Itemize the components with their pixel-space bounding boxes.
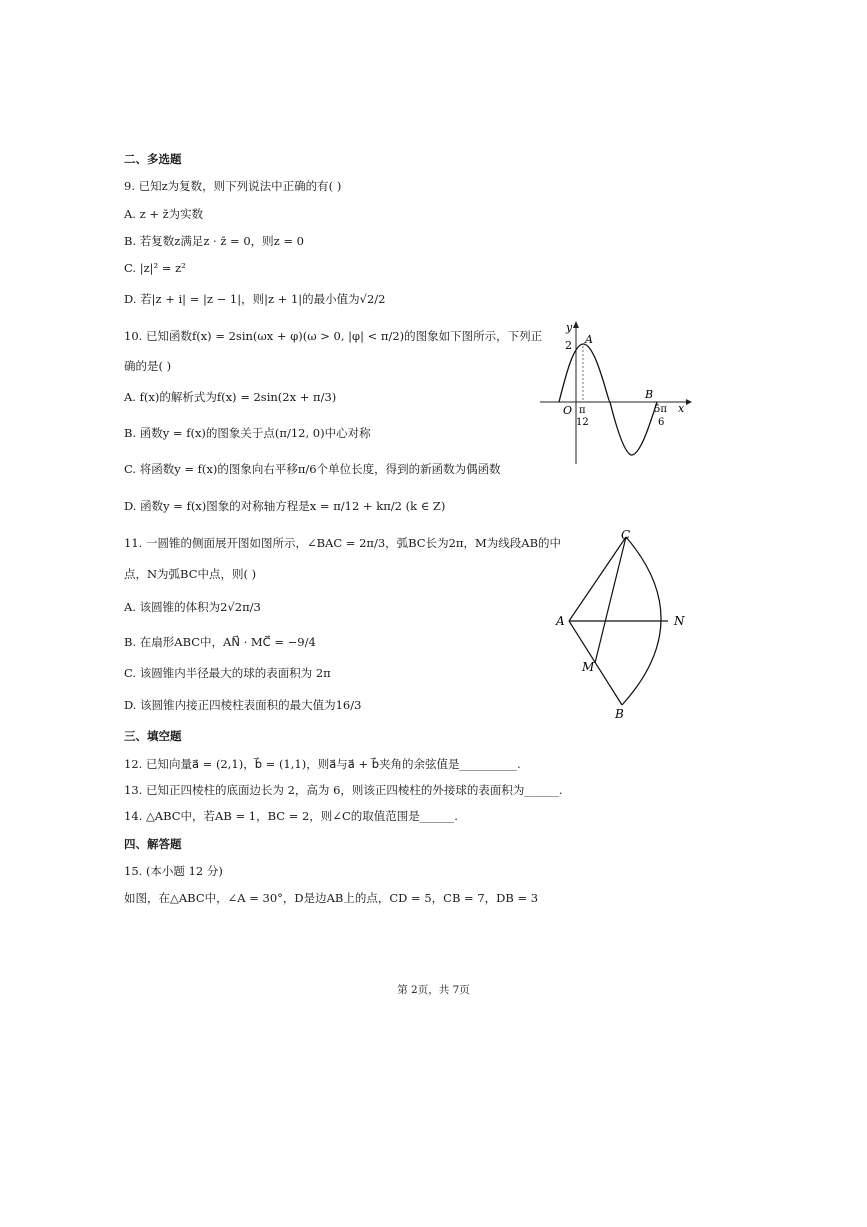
sine-curve <box>559 344 657 455</box>
question-9-stem: 9. 已知z为复数，则下列说法中正确的有( ) <box>124 179 342 193</box>
question-10-stem-line2: 确的是( ) <box>124 359 172 373</box>
question-9-option-b: B. 若复数z满足z · z̄ = 0，则z = 0 <box>124 234 304 248</box>
segment-ac <box>569 537 626 621</box>
section-heading-answer: 四、解答题 <box>124 837 182 851</box>
tick-label-5pi-over-6-denominator: 6 <box>658 417 665 428</box>
sector-figure <box>550 525 692 723</box>
question-11-option-a: A. 该圆锥的体积为2√2π/3 <box>124 600 261 614</box>
point-n-label: N <box>674 614 685 628</box>
question-10-stem-line1: 10. 已知函数f(x) = 2sin(ωx + φ)(ω > 0, |φ| < π/2)的图象如下图所示，下列正 <box>124 329 543 343</box>
question-10-option-b: B. 函数y = f(x)的图象关于点(π/12, 0)中心对称 <box>124 426 371 440</box>
question-10-option-a: A. f(x)的解析式为f(x) = 2sin(2x + π/3) <box>124 390 337 404</box>
question-11-stem-line2: 点，N为弧BC中点，则( ) <box>124 567 257 581</box>
question-11-option-c: C. 该圆锥内半径最大的球的表面积为 2π <box>124 666 331 680</box>
question-12: 12. 已知向量a⃗ = (2,1)，b⃗ = (1,1)，则a⃗与a⃗ + b⃗夹角的余弦值是__________. <box>124 757 521 771</box>
question-15-body: 如图，在△ABC中，∠A = 30°，D是边AB上的点，CD = 5，CB = 7，DB = 3 <box>124 891 539 905</box>
origin-label: O <box>563 404 573 417</box>
question-9-option-d: D. 若|z + i| = |z − 1|，则|z + 1|的最小值为√2/2 <box>124 292 386 306</box>
question-13: 13. 已知正四棱柱的底面边长为 2，高为 6，则该正四棱柱的外接球的表面积为______. <box>124 783 563 797</box>
x-axis-arrow-icon <box>686 399 692 405</box>
question-14: 14. △ABC中，若AB = 1，BC = 2，则∠C的取值范围是______. <box>124 809 458 823</box>
question-11-stem-line1: 11. 一圆锥的侧面展开图如图所示，∠BAC = 2π/3，弧BC长为2π，M为线段AB的中 <box>124 536 562 550</box>
question-15-title: 15. (本小题 12 分) <box>124 864 223 878</box>
section-heading-fill-blank: 三、填空题 <box>124 729 182 743</box>
question-9-option-c: C. |z|² = z² <box>124 261 186 275</box>
vertex-c-label: C <box>621 528 631 542</box>
y-axis-label: y <box>566 321 573 334</box>
tick-label-pi-over-12-numerator: π <box>579 405 586 416</box>
y-axis-arrow-icon <box>573 321 579 328</box>
segment-mc <box>595 537 626 663</box>
point-m-label: M <box>582 660 595 674</box>
tick-label-5pi-over-6-numerator: 5π <box>654 404 667 415</box>
vertex-b-label: B <box>615 707 624 721</box>
question-11-option-b: B. 在扇形ABC中，AN⃗ · MC⃗ = −9/4 <box>124 635 316 649</box>
point-b-label: B <box>645 388 654 401</box>
question-10-option-c: C. 将函数y = f(x)的图象向右平移π/6个单位长度，得到的新函数为偶函数 <box>124 462 501 476</box>
section-heading-multi-choice: 二、多选题 <box>124 152 182 166</box>
tick-label-pi-over-12-denominator: 12 <box>576 417 589 428</box>
sine-graph-figure <box>536 318 692 470</box>
page-footer: 第 2页，共 7页 <box>397 984 470 996</box>
x-axis-label: x <box>678 402 685 415</box>
question-11-option-d: D. 该圆锥内接正四棱柱表面积的最大值为16/3 <box>124 698 362 712</box>
question-9-option-a: A. z + z̄为实数 <box>124 207 204 221</box>
vertex-a-label: A <box>556 614 565 628</box>
max-value-label: 2 <box>565 339 572 352</box>
question-10-option-d: D. 函数y = f(x)图象的对称轴方程是x = π/12 + kπ/2 (k ∈ Z) <box>124 499 446 513</box>
point-a-label: A <box>585 333 593 346</box>
